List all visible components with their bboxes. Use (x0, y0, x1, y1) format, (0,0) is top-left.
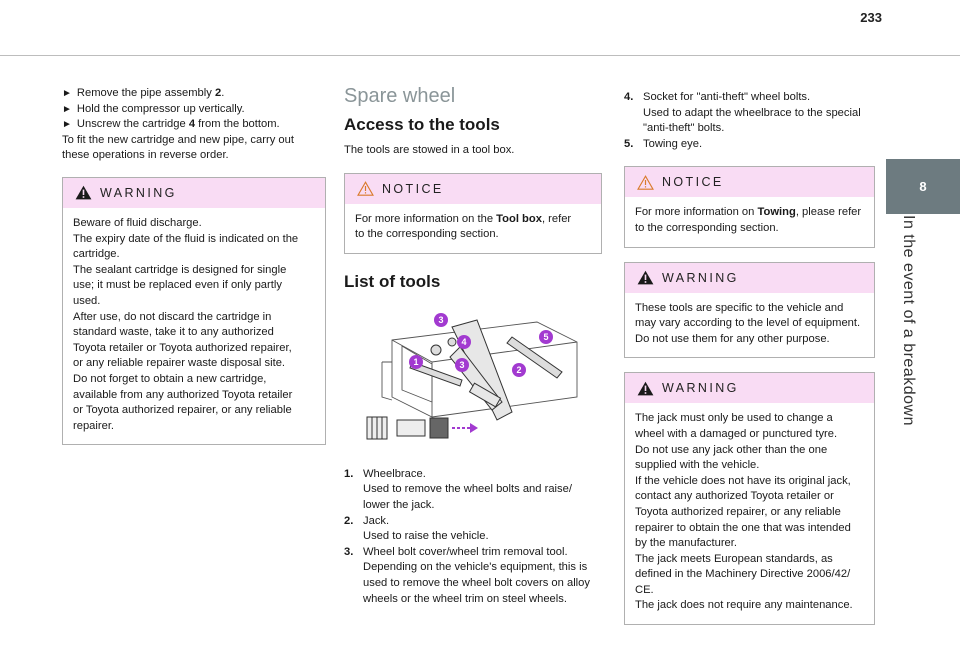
warning-title: WARNING (662, 381, 739, 396)
warning-triangle-filled-icon (75, 185, 92, 200)
subsection-heading: List of tools (344, 271, 441, 291)
list-item: 5. Towing eye. (624, 137, 703, 150)
bullet-arrow-icon: ► (62, 88, 72, 99)
chapter-title: In the event of a breakdown (900, 215, 917, 426)
warning-line: used. (73, 294, 101, 307)
column-right (624, 90, 875, 625)
warning-triangle-outline-icon (357, 181, 374, 196)
warning-line: contact any authorized Toyota retailer or (635, 490, 834, 503)
list-item: 1. Wheelbrace. Used to remove the wheel bolts and raise/ lower the jack. (344, 467, 572, 511)
warning-box (624, 262, 875, 359)
warning-line: Do not use them for any other purpose. (635, 332, 830, 345)
warning-line: CE. (635, 583, 654, 596)
warning-box (624, 372, 875, 625)
notice-header (345, 174, 601, 204)
notice-header (625, 167, 874, 197)
warning-line: Toyota retailer or Toyota authorized repairer, (73, 341, 292, 354)
callout-label-text: 1 (413, 356, 419, 367)
list-item: 4. Socket for "anti-theft" wheel bolts. Used to adapt the wheelbrace to the special "anti-theft" bolts. (624, 91, 861, 135)
callout-label-text: 5 (543, 331, 549, 342)
warning-line: The jack meets European standards, as (635, 552, 833, 565)
warning-line: Do not use any jack other than the one (635, 443, 828, 456)
warning-title: WARNING (100, 185, 177, 200)
warning-body (625, 403, 874, 624)
notice-box (624, 166, 875, 247)
list-item: 2. Jack. Used to raise the vehicle. (344, 514, 489, 543)
subsection-heading: Access to the tools (344, 115, 500, 134)
bullet-arrow-icon: ► (62, 103, 72, 115)
warning-line: Beware of fluid discharge. (73, 216, 202, 229)
warning-line: supplied with the vehicle. (635, 459, 760, 472)
callout-label-text: 2 (516, 364, 522, 375)
tool-box-diagram (352, 302, 582, 452)
warning-line: or Toyota authorized repairer, or any reliable (73, 404, 292, 417)
warning-body (625, 293, 874, 358)
callout-label-text: 3 (459, 359, 465, 370)
warning-title: WARNING (662, 270, 739, 285)
notice-line: to the corresponding section. (355, 228, 499, 241)
tool-list (344, 467, 602, 607)
callout-label-text: 4 (461, 336, 467, 347)
paragraph-line: these operations in reverse order. (62, 149, 229, 162)
list-item: 3. Wheel bolt cover/wheel trim removal tool. Depending on the vehicle's equipment, this is used to remove the wheel bolt covers on alloy wheels or the wheel trim on steel wheels. (344, 545, 590, 605)
chapter-tab[interactable]: 8 (886, 159, 960, 214)
warning-line: may vary according to the level of equipment. (635, 317, 861, 330)
warning-line: available from any authorized Toyota retailer (73, 388, 293, 401)
warning-triangle-filled-icon (637, 270, 654, 285)
warning-triangle-outline-icon (637, 175, 654, 190)
warning-header (625, 373, 874, 403)
notice-body (345, 204, 601, 253)
warning-line: repairer to obtain the one that was intended (635, 521, 851, 534)
bullet-item: ► Remove the pipe assembly 2. (62, 87, 225, 99)
warning-line: After use, do not discard the cartridge in (73, 310, 272, 323)
notice-body (625, 197, 874, 246)
warning-line: or any reliable repairer waste disposal site. (73, 357, 286, 370)
warning-line: If the vehicle does not have its original jack, (635, 474, 851, 487)
tools-illustration (352, 302, 602, 457)
warning-line: The jack must only be used to change a (635, 412, 833, 425)
warning-line: The expiry date of the fluid is indicated on the (73, 232, 299, 245)
warning-line: These tools are specific to the vehicle and (635, 301, 844, 314)
bullet-item: ► Hold the compressor up vertically. (62, 102, 245, 115)
bullet-item: ► Unscrew the cartridge 4 from the bottom. (62, 118, 280, 131)
column-left (62, 86, 326, 445)
warning-line: cartridge. (73, 248, 120, 261)
notice-title: NOTICE (662, 175, 724, 190)
warning-triangle-filled-icon (637, 381, 654, 396)
notice-line: For more information on Towing, please refer (635, 206, 862, 219)
warning-line: Do not forget to obtain a new cartridge, (73, 372, 267, 385)
paragraph-line: To fit the new cartridge and new pipe, carry out (62, 133, 294, 146)
column-middle (344, 86, 602, 607)
intro-text: The tools are stowed in a tool box. (344, 144, 515, 156)
notice-line: to the corresponding section. (635, 221, 779, 234)
warning-line: standard waste, take it to any authorized (73, 326, 274, 339)
section-heading: Spare wheel (344, 85, 456, 107)
notice-line: For more information on the Tool box, refer (355, 212, 572, 225)
notice-title: NOTICE (382, 181, 444, 196)
warning-box (62, 177, 326, 445)
bullet-arrow-icon: ► (62, 119, 72, 131)
tool-list-continued (624, 90, 875, 152)
warning-body (63, 208, 325, 444)
page-number: 233 (860, 10, 882, 25)
notice-box (344, 173, 602, 254)
warning-line: The jack does not require any maintenance. (635, 599, 853, 612)
callout-label-text: 3 (438, 314, 444, 325)
warning-line: The sealant cartridge is designed for single (73, 263, 287, 276)
warning-line: repairer. (73, 419, 115, 432)
warning-line: use; it must be replaced even if only partly (73, 279, 282, 292)
warning-line: wheel with a damaged or punctured tyre. (635, 427, 838, 440)
warning-line: by the manufacturer. (635, 537, 737, 550)
warning-header (625, 263, 874, 293)
warning-line: Toyota authorized repairer, or any reliable (635, 505, 841, 518)
header-rule (0, 55, 960, 56)
warning-line: defined in the Machinery Directive 2006/42/ (635, 568, 851, 581)
warning-header (63, 178, 325, 208)
